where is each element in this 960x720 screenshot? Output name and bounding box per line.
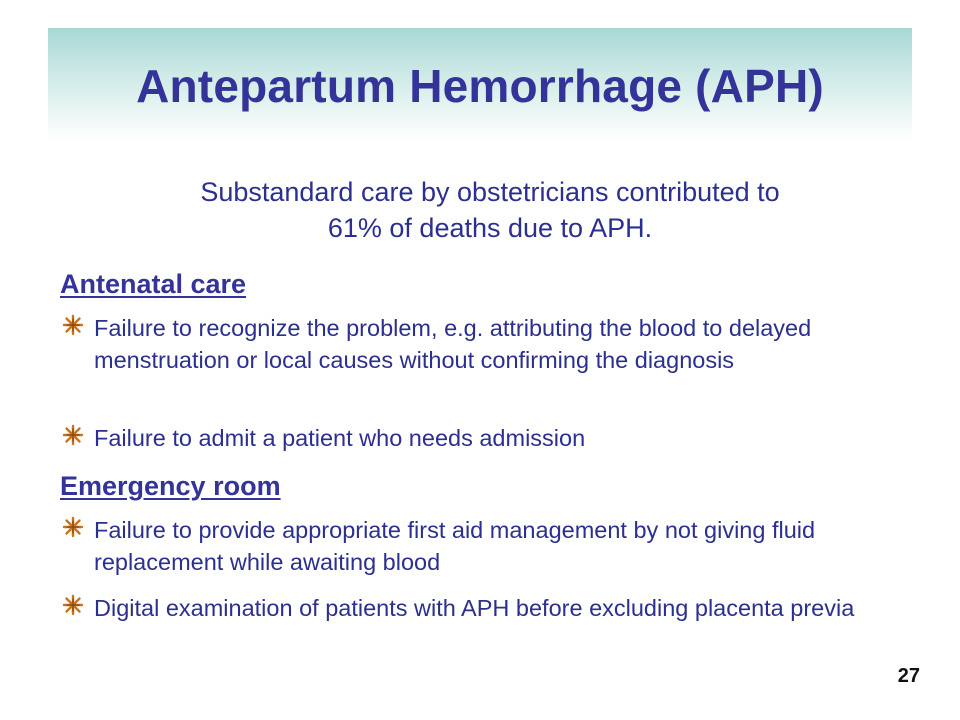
bullet-item [60,312,920,376]
section-heading-emergency-room: Emergency room [60,471,281,501]
bullet-text: Failure to provide appropriate first aid management by not giving fluid replacement while awaiting blood [94,517,816,575]
intro-line-2: 61% of deaths due to APH. [327,213,653,243]
bullet-item [60,592,920,624]
bullet-item [60,422,920,454]
intro-line-1: Substandard care by obstetricians contributed to [200,177,780,207]
intro-text [60,174,920,246]
starburst-icon [62,594,88,621]
section-heading-antenatal-care: Antenatal care [60,269,247,299]
bullet-item [60,514,920,578]
bullet-text: Failure to recognize the problem, e.g. attributing the blood to delayed menstruation or local causes without confirming the diagnosis [94,315,812,373]
bullet-text: Failure to admit a patient who needs admission [94,425,586,451]
bullet-text: Digital examination of patients with APH before excluding placenta previa [94,595,855,621]
starburst-icon [62,424,88,451]
page-number: 27 [897,665,920,687]
starburst-icon [62,516,88,543]
slide-title: Antepartum Hemorrhage (APH) [136,60,824,112]
starburst-icon [62,314,88,341]
